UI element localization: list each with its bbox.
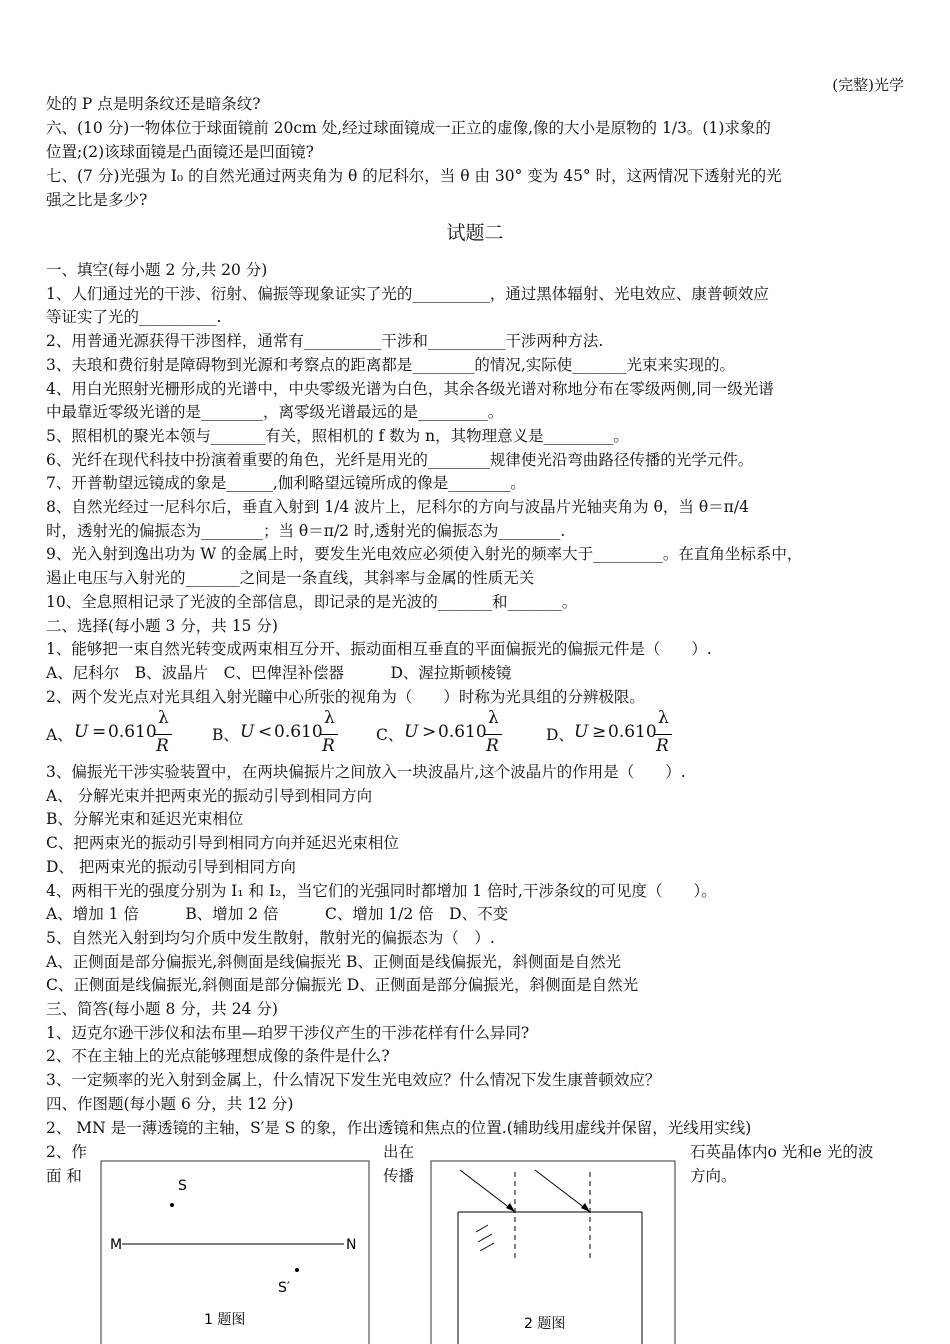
lower-line-14: 3、一定频率的光入射到金属上，什么情况下发生光电效应？什么情况下发生康普顿效应？ (46, 1071, 661, 1090)
frac-den: R (656, 736, 669, 756)
point-s (170, 1203, 174, 1207)
frac-den: R (486, 736, 499, 756)
fig-text-right-2: 方向。 (690, 1167, 737, 1185)
lower-line-16: 2、 MN 是一薄透镜的主轴，S′是 S 的象，作出透镜和焦点的位置.(辅助线用虚线并保留，光线用实线) (46, 1118, 752, 1137)
body-line-13: 9、光入射到逸出功为 W 的金属上时，要发生光电效应必须使入射光的频率大于_________。在直角坐标系中， (46, 545, 803, 564)
point-s-label: S (178, 1178, 187, 1194)
body-line-14: 遏止电压与入射光的_______之间是一条直线，其斜率与金属的性质无关 (46, 569, 535, 588)
fig-text-mid-1: 出在 (383, 1143, 415, 1161)
frac-bar (654, 734, 672, 735)
options-row (46, 710, 906, 760)
figure-2-caption: 2 题图 (524, 1316, 566, 1332)
incident-ray-1 (460, 1170, 515, 1212)
lower-line-5: D、 把两束光的振动引导到相同方向 (46, 857, 296, 876)
body-line-7: 中最靠近零级光谱的是________，离零级光谱最远的是_________。 (46, 403, 504, 422)
option-coef: 0.610 (108, 722, 157, 742)
incident-ray-2 (535, 1170, 590, 1212)
axis-n-label: N (346, 1237, 357, 1253)
ray-1-arrow (506, 1203, 515, 1212)
section-title: 试题二 (446, 222, 504, 244)
lower-line-4: C、把两束光的振动引导到相同方向并延迟光束相位 (46, 834, 399, 853)
lower-line-6: 4、两相干光的强度分别为 I₁ 和 I₂，当它们的光强同时都增加 1 倍时,干涉条纹的可见度（ ）。 (46, 881, 717, 900)
body-line-15: 10、全息照相记录了光波的全部信息，即记录的是光波的_______和_______。 (46, 592, 578, 611)
body-line-2: 1、人们通过光的干涉、衍射、偏振等现象证实了光的__________，通过黑体辐射、光电效应、康普顿效应 (46, 284, 769, 303)
frac-bar (320, 734, 338, 735)
lower-line-13: 2、不在主轴上的光点能够理想成像的条件是什么? (46, 1047, 390, 1066)
option-coef: 0.610 (438, 722, 487, 742)
option-label: B、 (212, 726, 239, 744)
body-line-5: 3、夫琅和费衍射是障碍物到光源和考察点的距离都是________的情况,实际使_______光束来实现的。 (46, 355, 736, 374)
body-line-17: 1、能够把一束自然光转变成两束相互分开、振动面相互垂直的平面偏振光的偏振元件是（ ）. (46, 640, 712, 659)
option-coef: 0.610 (274, 722, 323, 742)
fig-text-left-2: 面 和 (46, 1167, 82, 1185)
frac-den: R (322, 736, 335, 756)
top-line-2: 六、(10 分)一物体位于球面镜前 20cm 处,经过球面镜成一正立的虚像,像的大小是原物的 1/3。(1)求象的 (46, 119, 771, 137)
option-label: A、 (46, 726, 73, 744)
point-s-prime-label: S′ (278, 1280, 291, 1296)
figure-1-caption: 1 题图 (204, 1312, 246, 1328)
top-line-5: 强之比是多少? (46, 191, 148, 209)
header-right: (完整)光学 (832, 76, 904, 94)
var-u: U (74, 722, 89, 742)
option-op: ≥ (592, 722, 607, 742)
body-line-11: 8、自然光经过一尼科尔后，垂直入射到 1/4 波片上，尼科尔的方向与波晶片光轴夹角为 θ，当 θ＝π/4 (46, 498, 749, 516)
option-op: = (92, 722, 107, 742)
top-line-3: 位置;(2)该球面镜是凸面镜还是凹面镜? (46, 143, 314, 161)
body-line-3: 等证实了光的__________. (46, 308, 222, 327)
option-op: < (258, 722, 273, 742)
body-line-6: 4、用白光照射光栅形成的光谱中，中央零级光谱为白色，其余各级光谱对称地分布在零级两侧,同一级光谱 (46, 379, 774, 398)
body-line-4: 2、用普通光源获得干涉图样，通常有__________干涉和__________干涉两种方法. (46, 332, 604, 351)
fig-text-right-1: 石英晶体内o 光和e 光的波 (690, 1143, 874, 1161)
body-line-12: 时，透射光的偏振态为________；当 θ＝π/2 时,透射光的偏振态为________. (46, 521, 566, 540)
frac-bar (484, 734, 502, 735)
body-line-18: A、尼科尔 B、波晶片 C、巴俾涅补偿器 D、渥拉斯顿棱镜 (46, 663, 512, 682)
lower-line-1: 3、偏振光干涉实验装置中，在两块偏振片之间放入一块波晶片,这个波晶片的作用是（ ）. (46, 763, 686, 781)
top-line-4: 七、(7 分)光强为 I₀ 的自然光通过两夹角为 θ 的尼科尔，当 θ 由 30° 变为 45° 时，这两情况下透射光的光 (46, 167, 782, 185)
option-label: D、 (546, 726, 574, 744)
lower-line-15: 四、作图题(每小题 6 分，共 12 分) (46, 1094, 294, 1113)
frac-den: R (156, 736, 169, 756)
optic-axis-hatch-1 (476, 1225, 488, 1232)
lower-line-12: 1、迈克尔逊干涉仪和法布里—珀罗干涉仪产生的干涉花样有什么异同? (46, 1023, 530, 1042)
frac-num: λ (658, 708, 669, 728)
body-line-19: 2、两个发光点对光具组入射光瞳中心所张的视角为（ ）时称为光具组的分辨极限。 (46, 687, 645, 706)
body-line-9: 6、光纤在现代科技中扮演着重要的角色，光纤是用光的________规律使光沿弯曲路径传播的光学元件。 (46, 450, 754, 469)
frac-num: λ (158, 708, 169, 728)
figure-2 (430, 1160, 678, 1344)
optic-axis-hatch-2 (478, 1234, 492, 1242)
var-u: U (574, 722, 589, 742)
var-u: U (240, 722, 255, 742)
option-label: C、 (376, 726, 404, 744)
lower-line-2: A、 分解光束并把两束光的振动引导到相同方向 (46, 786, 373, 805)
optic-axis-hatch-3 (480, 1243, 494, 1251)
lower-line-8: 5、自然光入射到均匀介质中发生散射，散射光的偏振态为（ ）. (46, 928, 495, 947)
var-u: U (404, 722, 419, 742)
figure-1 (100, 1160, 370, 1344)
frac-num: λ (488, 708, 499, 728)
top-line-1: 处的 P 点是明条纹还是暗条纹? (46, 95, 261, 113)
ray-2-arrow (581, 1203, 590, 1212)
option-coef: 0.610 (608, 722, 657, 742)
body-line-8: 5、照相机的聚光本领与_______有关，照相机的 f 数为 n，其物理意义是_________。 (46, 426, 629, 445)
option-op: > (422, 722, 437, 742)
frac-bar (154, 734, 172, 735)
axis-m-label: M (110, 1237, 123, 1253)
lower-line-11: 三、简答(每小题 8 分，共 24 分) (46, 1000, 278, 1018)
body-line-16: 二、选择(每小题 3 分，共 15 分) (46, 616, 278, 635)
fig-text-left-1: 2、作 (46, 1143, 87, 1161)
lower-line-9: A、正侧面是部分偏振光,斜侧面是线偏振光 B、正侧面是线偏振光，斜侧面是自然光 (46, 952, 621, 971)
lower-line-10: C、正侧面是线偏振光,斜侧面是部分偏振光 D、正侧面是部分偏振光，斜侧面是自然光 (46, 976, 639, 995)
lower-line-3: B、分解光束和延迟光束相位 (46, 810, 244, 829)
frac-num: λ (324, 708, 335, 728)
lower-line-7: A、增加 1 倍 B、增加 2 倍 C、增加 1/2 倍 D、不变 (46, 905, 509, 924)
body-line-10: 7、开普勒望远镜成的象是______,伽利略望远镜所成的像是________。 (46, 474, 526, 493)
point-s-prime (295, 1268, 299, 1272)
fig-text-mid-2: 传播 (383, 1167, 415, 1185)
body-line-1: 一、填空(每小题 2 分,共 20 分) (46, 261, 268, 279)
